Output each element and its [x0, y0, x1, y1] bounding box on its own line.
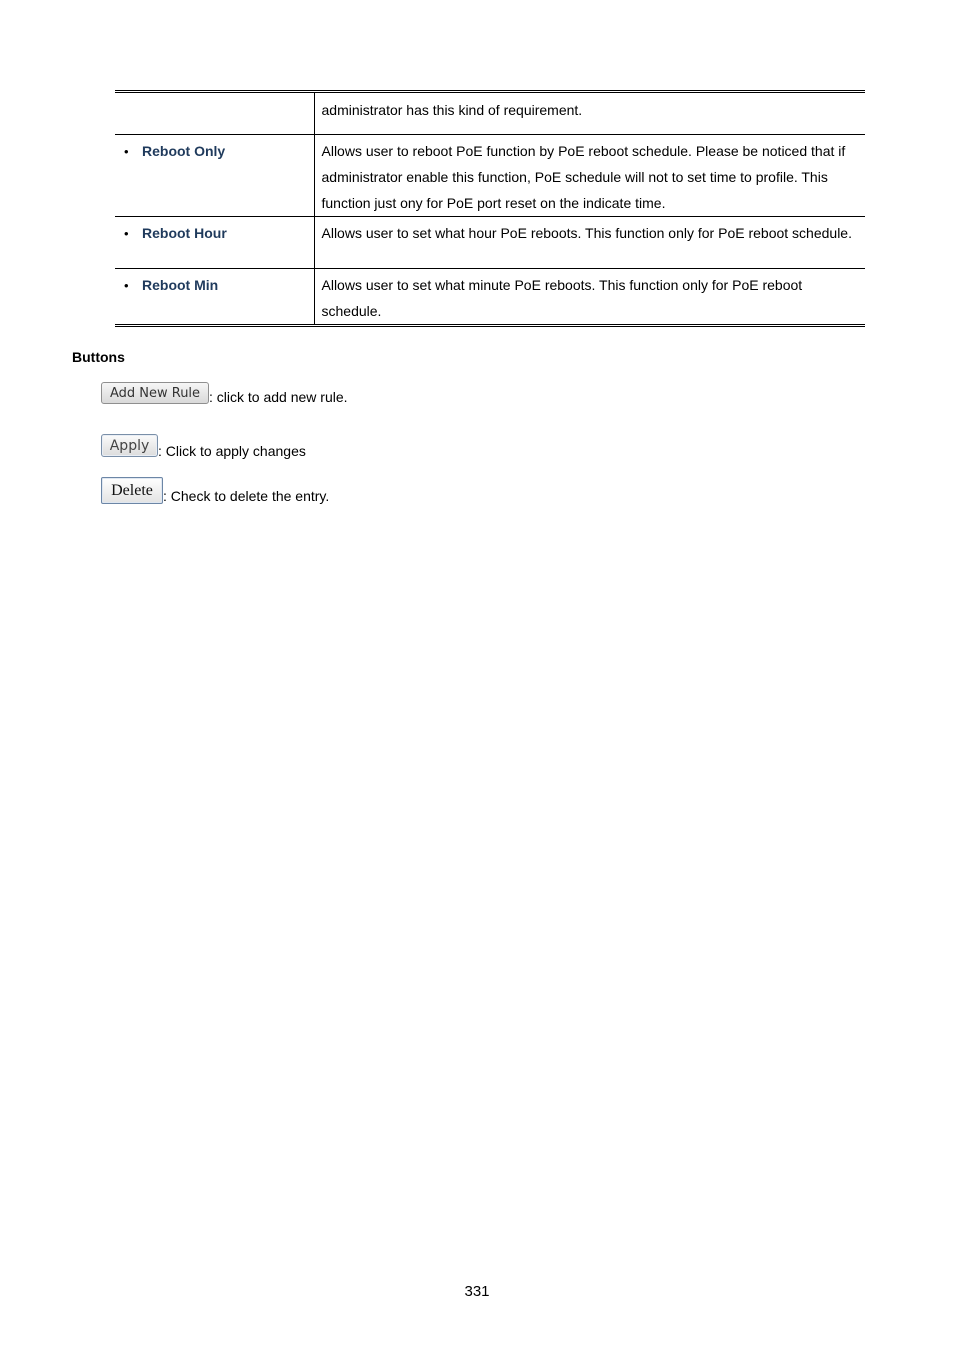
delete-button[interactable]: Delete [101, 477, 163, 504]
parameter-name-cell [115, 92, 314, 135]
button-description-line [101, 434, 306, 459]
bullet-icon: • [124, 278, 129, 293]
button-description-line [101, 382, 348, 405]
parameter-name-cell [115, 269, 314, 326]
parameter-description: Allows user to reboot PoE function by PoE reboot schedule. Please be noticed that if administrator enable this function, PoE schedule will not to set time to profile. This function just ony for PoE port reset on the indicate time. [314, 135, 865, 217]
parameter-name: Reboot Hour [142, 225, 227, 241]
bullet-icon: • [124, 144, 129, 159]
table-row [115, 269, 865, 326]
bullet-icon: • [124, 226, 129, 241]
button-description: : Check to delete the entry. [163, 488, 330, 504]
page-number: 331 [464, 1283, 490, 1300]
parameter-name: Reboot Only [142, 143, 226, 159]
parameter-name: Reboot Min [142, 277, 219, 293]
parameter-description: Allows user to set what hour PoE reboots. This function only for PoE reboot schedule. [314, 217, 865, 269]
table-row [115, 135, 865, 217]
parameter-name-cell [115, 217, 314, 269]
parameter-description: Allows user to set what minute PoE reboots. This function only for PoE reboot schedule. [314, 269, 865, 326]
parameter-name-cell [115, 135, 314, 217]
button-description: : Click to apply changes [158, 443, 306, 459]
buttons-heading: Buttons [72, 349, 125, 365]
parameter-table [115, 90, 865, 327]
table-row [115, 217, 865, 269]
button-description-line [101, 477, 329, 504]
parameter-description: administrator has this kind of requirement. [321, 102, 583, 118]
button-description: : click to add new rule. [209, 389, 348, 405]
table-row [115, 92, 865, 135]
apply-button[interactable]: Apply [101, 434, 158, 457]
add-new-rule-button[interactable]: Add New Rule [101, 382, 209, 404]
